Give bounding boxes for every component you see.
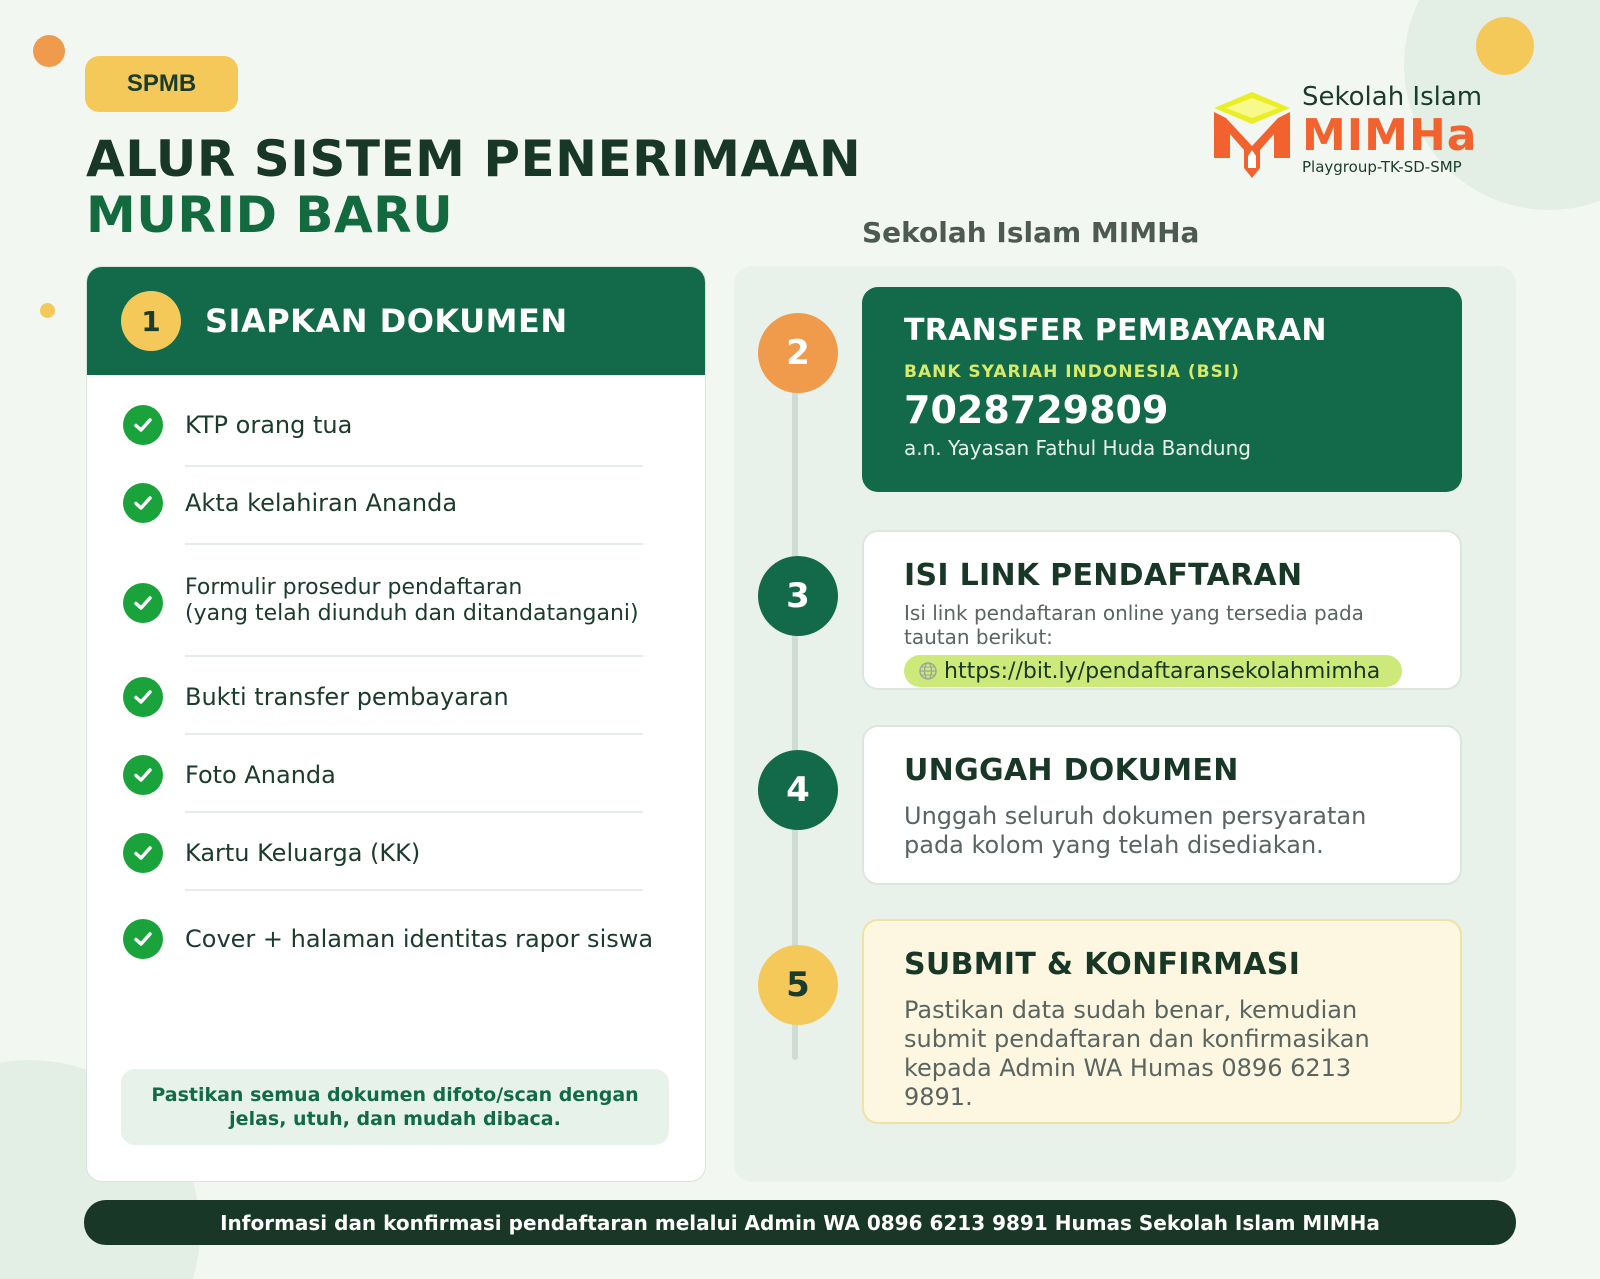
step4-title: UNGGAH DOKUMEN [904, 753, 1239, 788]
decor-dot [40, 303, 55, 318]
footer-info: Informasi dan konfirmasi pendaftaran melalui Admin WA 0896 6213 9891 Humas Sekolah Islam MIMHa [84, 1200, 1516, 1245]
list-item [87, 755, 705, 795]
list-item [87, 575, 705, 631]
step1-header [87, 267, 705, 375]
document-label: Akta kelahiran Ananda [185, 489, 458, 517]
document-note: Pastikan semua dokumen difoto/scan dengan jelas, utuh, dan mudah dibaca. [121, 1069, 669, 1145]
check-icon [123, 483, 163, 523]
divider [185, 655, 643, 657]
step1-number: 1 [121, 291, 181, 351]
check-icon [123, 755, 163, 795]
step1-card [86, 266, 706, 1182]
step4-card [862, 725, 1462, 885]
school-logo [1210, 82, 1483, 182]
document-label: Bukti transfer pembayaran [185, 683, 509, 711]
logo-text-top: Sekolah Islam [1302, 82, 1483, 112]
step2-title: TRANSFER PEMBAYARAN [904, 313, 1327, 348]
divider [185, 465, 643, 467]
divider [185, 889, 643, 891]
divider [185, 811, 643, 813]
check-icon [123, 583, 163, 623]
spmb-badge: SPMB [85, 56, 238, 112]
right-caption: Sekolah Islam MIMHa [862, 216, 1200, 249]
step5-number: 5 [758, 945, 838, 1025]
divider [185, 543, 643, 545]
step4-desc: Unggah seluruh dokumen persyaratan pada kolom yang telah disediakan. [904, 802, 1367, 859]
document-label: KTP orang tua [185, 411, 353, 439]
list-item [87, 483, 705, 523]
step2-number: 2 [758, 313, 838, 393]
step2-card [862, 287, 1462, 492]
document-label: Cover + halaman identitas rapor siswa [185, 925, 654, 953]
document-label-line2: (yang telah diunduh dan ditandatangani) [185, 601, 639, 626]
step5-desc: Pastikan data sudah benar, kemudian submit pendaftaran dan konfirmasikan kepada Admin WA Humas 0896 6213 9891. [904, 996, 1370, 1111]
registration-link[interactable] [904, 655, 1402, 687]
list-item [87, 405, 705, 445]
registration-link-text[interactable]: https://bit.ly/pendaftaransekolahmimha [944, 658, 1381, 684]
step5-title: SUBMIT & KONFIRMASI [904, 947, 1301, 982]
step3-title: ISI LINK PENDAFTARAN [904, 558, 1303, 593]
check-icon [123, 833, 163, 873]
page-title-line2: MURID BARU [86, 186, 454, 244]
document-label: Foto Ananda [185, 761, 336, 789]
globe-icon [918, 661, 938, 681]
logo-text-levels: Playgroup-TK-SD-SMP [1302, 158, 1462, 176]
document-label-line1: Formulir prosedur pendaftaran [185, 575, 523, 600]
account-holder: a.n. Yayasan Fathul Huda Bandung [904, 436, 1251, 460]
page-title-line1: ALUR SISTEM PENERIMAAN [86, 130, 862, 188]
check-icon [123, 677, 163, 717]
bank-name: BANK SYARIAH INDONESIA (BSI) [904, 362, 1240, 382]
list-item [87, 919, 705, 959]
check-icon [123, 405, 163, 445]
account-number: 7028729809 [904, 388, 1169, 432]
logo-mark-icon [1210, 88, 1294, 180]
step1-title: SIAPKAN DOKUMEN [205, 302, 568, 340]
list-item [87, 833, 705, 873]
divider [185, 733, 643, 735]
step4-number: 4 [758, 750, 838, 830]
document-label [185, 575, 639, 627]
step3-desc: Isi link pendaftaran online yang tersedia pada tautan berikut: [904, 601, 1364, 649]
check-icon [123, 919, 163, 959]
document-label: Kartu Keluarga (KK) [185, 839, 421, 867]
list-item [87, 677, 705, 717]
decor-dot [33, 35, 65, 67]
step5-card [862, 919, 1462, 1124]
step3-card [862, 530, 1462, 690]
logo-text-brand: MIMHa [1302, 110, 1478, 161]
decor-dot [1476, 17, 1534, 75]
step3-number: 3 [758, 556, 838, 636]
